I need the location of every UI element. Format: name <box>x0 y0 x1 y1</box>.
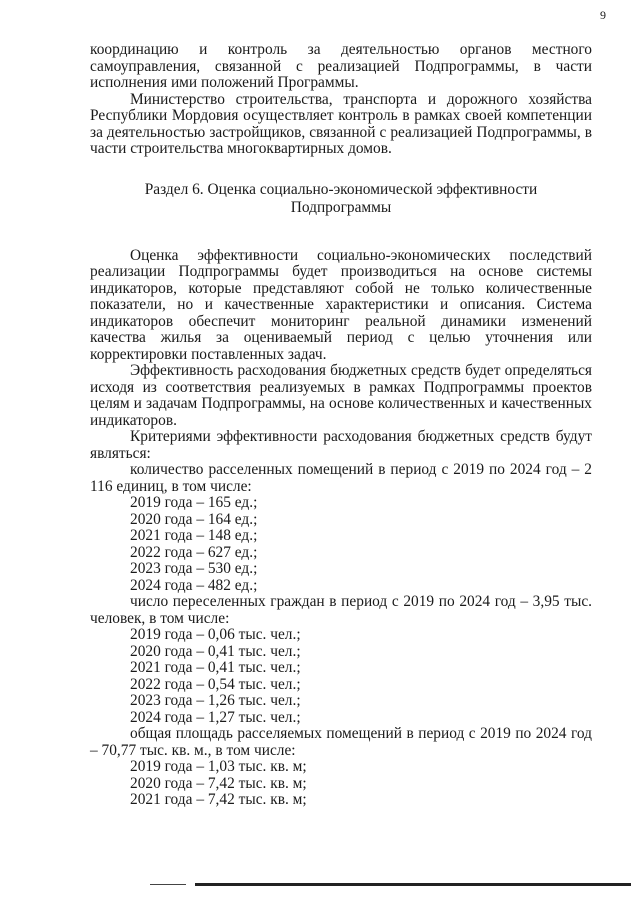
paragraph-assessment: Оценка эффективности социально-экономических последствий реализации Подпрограммы будет производиться на основе системы индикаторов, которые представляют собой не только количественные показатели, но и качественные характеристики и описания. Система индикаторов обеспечит мониторинг реальной динамики изменений качества жилья за оцениваемый период с целью уточнения или корректировки поставленных задач. <box>90 246 592 363</box>
paragraph-criteria: Критериями эффективности расходования бюджетных средств будут являться: <box>90 428 592 462</box>
criterion-area-intro: общая площадь расселяемых помещений в период с 2019 по 2024 год – 70,77 тыс. кв. м., в том числе: <box>90 725 592 759</box>
list-item: 2020 года – 0,41 тыс. чел.; <box>130 642 301 660</box>
list-item: 2019 года – 0,06 тыс. чел.; <box>130 626 301 643</box>
paragraph-ministry: Министерство строительства, транспорта и дорожного хозяйства Республики Мордовия осуществляет контроль в рамках своей компетенции за деятельностью застройщиков, связанной с реализацией Подпрограммы, в части строительства многоквартирных домов. <box>90 90 592 157</box>
section-heading-line1: Раздел 6. Оценка социально-экономической эффективности <box>144 180 538 198</box>
list-item: 2019 года – 165 ед.; <box>130 494 258 511</box>
paragraph-efficiency: Эффективность расходования бюджетных средств будет определяться исходя из соответствия реализуемых в рамках Подпрограммы проектов целям и задачам Подпрограммы, на основе количественных и качественных индикаторов. <box>90 362 592 429</box>
list-item: 2021 года – 0,41 тыс. чел.; <box>130 659 301 676</box>
list-item: 2021 года – 7,42 тыс. кв. м; <box>130 791 307 808</box>
list-item: 2020 года – 164 ед.; <box>130 510 258 528</box>
list-item: 2023 года – 1,26 тыс. чел.; <box>130 692 301 709</box>
paragraph-coordination: координацию и контроль за деятельностью органов местного самоуправления, связанной с реализацией Подпрограммы, в части исполнения ими положений Программы. <box>90 41 592 91</box>
section-heading <box>90 181 592 217</box>
criterion-citizens-intro: число переселенных граждан в период с 2019 по 2024 год – 3,95 тыс. человек, в том числе: <box>90 593 592 627</box>
list-item: 2021 года – 148 ед.; <box>130 527 258 544</box>
list-item: 2024 года – 1,27 тыс. чел.; <box>130 708 301 726</box>
footer-rule-short <box>150 884 186 885</box>
list-item: 2020 года – 7,42 тыс. кв. м; <box>130 774 307 792</box>
section-heading-line2: Подпрограммы <box>290 198 392 216</box>
list-item: 2022 года – 627 ед.; <box>130 543 258 561</box>
criterion-area-list <box>90 759 592 809</box>
list-item: 2022 года – 0,54 тыс. чел.; <box>130 675 301 693</box>
document-body <box>90 42 592 809</box>
footer-rule <box>195 883 631 886</box>
list-item: 2024 года – 482 ед.; <box>130 576 258 594</box>
list-item: 2019 года – 1,03 тыс. кв. м; <box>130 758 307 775</box>
list-item: 2023 года – 530 ед.; <box>130 560 258 577</box>
criterion-rooms-list <box>90 495 592 594</box>
page-number: 9 <box>600 8 606 22</box>
criterion-rooms-intro: количество расселенных помещений в период с 2019 по 2024 год – 2 116 единиц, в том числе: <box>90 461 592 495</box>
criterion-citizens-list <box>90 627 592 726</box>
